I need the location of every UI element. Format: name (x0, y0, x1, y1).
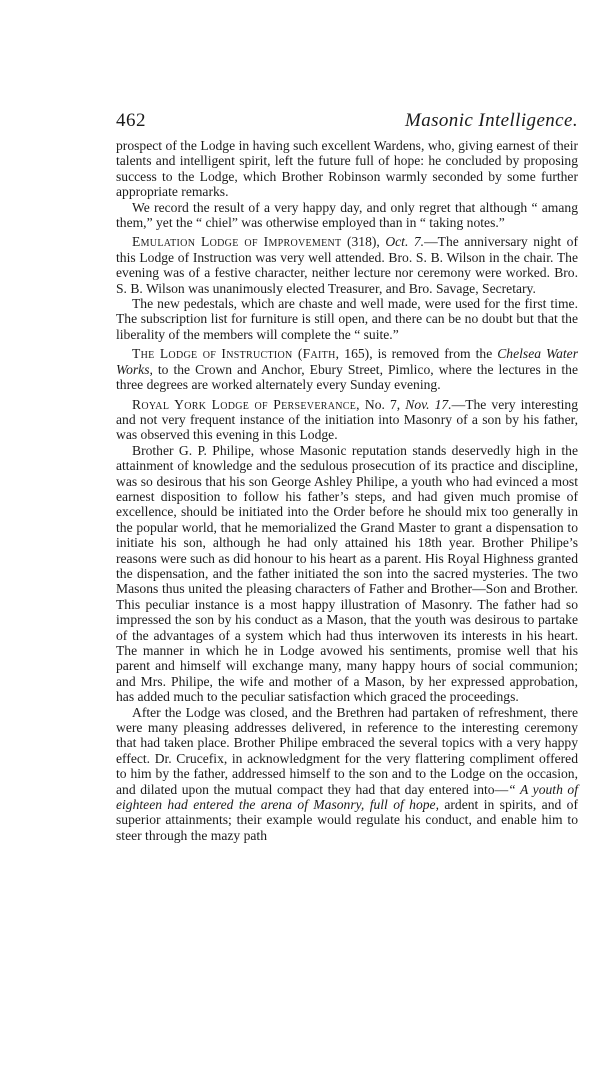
page-number: 462 (116, 110, 146, 131)
paragraph-royal-york-lodge (116, 397, 578, 443)
paragraph-text: —The very interesting and not very frequent instance of the initiation into Masonry of a son by his father, was observed this evening in this Lodge. (116, 396, 579, 443)
paragraph-pedestals (116, 296, 578, 342)
lodge-number: (318), (341, 234, 386, 250)
paragraph-text: prospect of the Lodge in having such excellent Wardens, who, giving earnest of their talents and intelligent spirit, left the future full of hope: he concluded by proposing success to the Lodge, which Brother Robinson warmly seconded by some further appropriate remarks. (116, 138, 578, 200)
lodge-name: Royal York Lodge of Perseverance, (132, 396, 360, 412)
quoted-address: “ A youth of eighteen had entered the arena of Masonry, full of hope, (116, 781, 578, 813)
paragraph-after-lodge-closed (116, 705, 578, 844)
paragraph-lodge-of-instruction (116, 346, 578, 392)
paragraph-text: to the Crown and Anchor, Ebury Street, Pimlico, where the lectures in the three degrees are worked alternately every Sunday evening. (116, 361, 578, 393)
running-title: Masonic Intelligence. (404, 110, 578, 131)
lodge-number: No. 7, (359, 396, 406, 412)
lodge-number: 165), is removed from the (339, 346, 498, 362)
meeting-date: Oct. 7. (385, 234, 425, 250)
lodge-name: Emulation Lodge of Improvement (132, 234, 342, 250)
paragraph-lodge-wardens (116, 138, 578, 200)
paragraph-happy-day (116, 200, 578, 231)
paragraph-text: We record the result of a very happy day, and only regret that although “ amang them,” yet the “ chiel” was otherwise employed than in “ taking notes.” (116, 199, 578, 231)
paragraph-text: The new pedestals, which are chaste and well made, were used for the first time. The subscription list for furniture is still open, and there can be no doubt but that the liberality of the members will complete the “ suite.” (116, 296, 578, 342)
paragraph-text-continued: ardent in spirits, and of superior attainments; their example would regulate his conduct, and enable him to steer through the mazy path (116, 797, 578, 843)
paragraph-emulation-lodge (116, 234, 578, 296)
meeting-date: Nov. 17. (405, 396, 452, 412)
paragraph-text: After the Lodge was closed, and the Brethren had partaken of refreshment, there were many pleasing addresses delivered, in reference to the interesting ceremony that had taken place. Brother Philipe embraced the several topics with a very happy effect. Dr. Crucefix, in acknowledgment for the very flattering compliment offered to him by the father, addressed himself to the son and to the Lodge on the occasion, and dilated upon the mutual compact they had that day entered into— (116, 704, 578, 797)
article-body (116, 138, 578, 843)
place-name: Chelsea Water Works, (116, 346, 578, 377)
paragraph-text: —The anniversary night of this Lodge of Instruction was very well attended. Bro. S. B. Wilson in the chair. The evening was of a festive character, neither lecture nor ceremony were worked. Bro. S. B. Wilson was unanimously elected Treasurer, and Bro. Savage, Secretary. (116, 234, 579, 296)
lodge-name: The Lodge of Instruction (Faith, (132, 346, 340, 362)
page-header (116, 110, 578, 136)
paragraph-brother-philipe (116, 443, 578, 705)
paragraph-text: Brother G. P. Philipe, whose Masonic reputation stands deservedly high in the attainment of knowledge and the sedulous prosecution of its practice and discipline, was so desirous that his son George Ashley Philipe, a youth who had evinced a most earnest disposition to follow his father’s steps, and had given much promise of excellence, should be initiated into the Order before he should mix too generally in the popular world, that he memorialized the Grand Master to grant a dispensation to initiate his son, although he had only attained his 18th year. Brother Philipe’s reasons were such as did honour to his heart as a parent. His Royal Highness granted the dispensation, and the father initiated the son into the sacred mysteries. The two Masons thus united the pleasing characters of Father and Brother—Son and Brother. This peculiar instance is a most happy illustration of Masonry. The father had so impressed the son by his conduct as a Mason, that the youth was desirous to partake of the advantages of a system which had thus interwoven its interests in his heart. The manner in which he in Lodge avowed his sentiments, promise well that his parent and himself will exchange many, many happy hours of social communion; and Mrs. Philipe, the wife and mother of a Mason, by her expressed approbation, has added much to the peculiar satisfaction which graced the proceedings. (116, 442, 578, 705)
